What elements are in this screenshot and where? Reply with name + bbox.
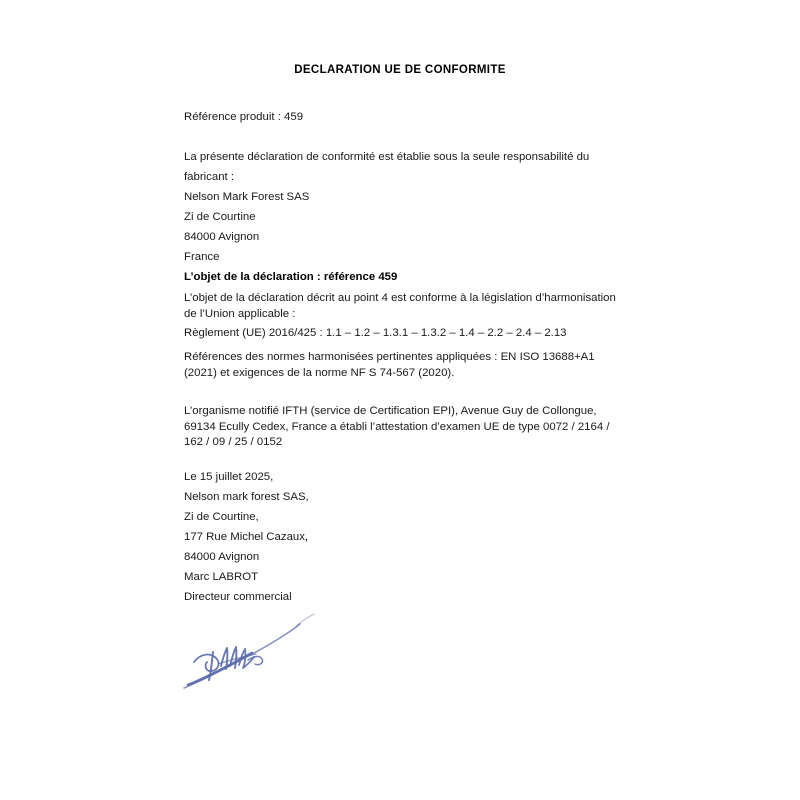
manufacturer-country: France <box>184 251 220 263</box>
regulation-reference: Règlement (UE) 2016/425 : 1.1 – 1.2 – 1.3.1 – 1.3.2 – 1.4 – 2.2 – 2.4 – 2.13 <box>184 327 567 339</box>
declaration-object-line: L’objet de la déclaration : référence 459 <box>184 271 398 283</box>
notified-body-statement: L’organisme notifié IFTH (service de Certification EPI), Avenue Guy de Collongue, 69134 Ecully Cedex, France a établi l’attestation d’examen UE de type 0072 / 2164 / 162 / 09 / 25 / 0152 <box>184 405 610 448</box>
signoff-address-line-1: Zi de Courtine, <box>184 511 259 523</box>
manufacturer-address: Zi de Courtine <box>184 211 256 223</box>
signatory-title: Directeur commercial <box>184 591 292 603</box>
manufacturer-block <box>184 147 616 287</box>
regulation-block <box>184 326 616 342</box>
signoff-company: Nelson mark forest SAS, <box>184 491 309 503</box>
conformity-statement: L’objet de la déclaration décrit au point 4 est conforme à la législation d’harmonisation de l’Union applicable : <box>184 292 616 320</box>
signoff-address-line-2: 177 Rue Michel Cazaux, <box>184 531 309 543</box>
manufacturer-name: Nelson Mark Forest SAS <box>184 191 310 203</box>
signoff-postal-city: 84000 Avignon <box>184 551 260 563</box>
handwritten-signature-icon <box>178 608 358 696</box>
signoff-block <box>184 467 616 607</box>
product-reference-block <box>184 107 616 127</box>
signature-area <box>178 608 358 696</box>
harmonised-standards-block <box>184 350 616 381</box>
page-title: DECLARATION UE DE CONFORMITE <box>294 64 506 76</box>
product-reference-line: Référence produit : 459 <box>184 111 304 123</box>
notified-body-block <box>184 404 616 451</box>
conformity-statement-block <box>184 291 616 322</box>
signatory-name: Marc LABROT <box>184 571 259 583</box>
harmonised-standards-reference: Références des normes harmonisées pertinentes appliquées : EN ISO 13688+A1 (2021) et exigences de la norme NF S 74-567 (2020). <box>184 351 595 379</box>
manufacturer-postal-city: 84000 Avignon <box>184 231 260 243</box>
manufacturer-responsibility-statement: La présente déclaration de conformité est établie sous la seule responsabilité du fabricant : <box>184 151 593 183</box>
signoff-date: Le 15 juillet 2025, <box>184 471 274 483</box>
